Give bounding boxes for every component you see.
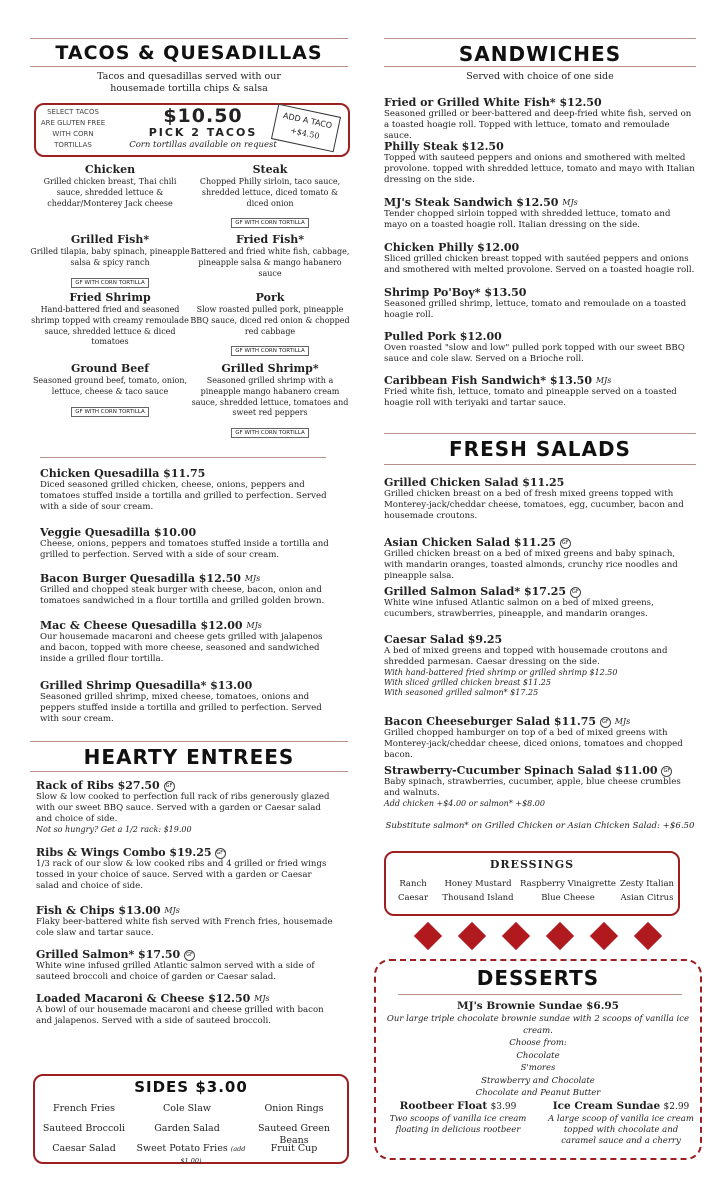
side-item bbox=[34, 1143, 134, 1155]
sandwich-item-title: Caribbean Fish Sandwich* $13.50 bbox=[384, 374, 592, 387]
sandwich-item-title: Pulled Pork $12.00 bbox=[384, 330, 502, 343]
ice-cream-sundae bbox=[548, 1100, 694, 1147]
salad-item-title: Asian Chicken Salad $11.25 bbox=[384, 536, 556, 549]
side-name: French Fries bbox=[52, 1103, 115, 1114]
quesadilla-item-desc: Our housemade macaroni and cheese gets grilled with jalapenos and bacon, topped with more cheese, seasoned and sandwiched inside a grilled flour tortilla. bbox=[40, 632, 323, 664]
side-item bbox=[244, 1143, 344, 1155]
entree-item-note: Not so hungry? Get a 1/2 rack: $19.00 bbox=[36, 825, 192, 834]
salad-item bbox=[384, 585, 696, 620]
quesadilla-item bbox=[40, 572, 334, 607]
quesadilla-item-desc: Cheese, onions, peppers and tomatoes stuffed inside a tortilla and grilled to perfection. Served with a side of sour cream. bbox=[40, 539, 329, 560]
pick-two: PICK 2 TACOS bbox=[148, 126, 258, 139]
sundae-choice: Chocolate and Peanut Butter bbox=[475, 1088, 601, 1098]
side-name: Sauteed Broccoli bbox=[42, 1123, 126, 1134]
salad-item bbox=[384, 715, 696, 761]
salad-item bbox=[384, 764, 696, 809]
quesadilla-item bbox=[40, 467, 334, 513]
salad-item-desc: A bed of mixed greens and topped with housemade croutons and shredded parmesan. Caesar dressing on the side. bbox=[384, 646, 668, 667]
float-name: Rootbeer Float bbox=[399, 1100, 488, 1112]
salad-item-desc: Grilled chopped hamburger on top of a bed of mixed greens with Monterey-jack/cheddar cheese, diced onions, tomatoes and chopped bacon. bbox=[384, 728, 683, 760]
gluten-free-icon: GF bbox=[661, 766, 672, 777]
salad-item-title: Caesar Salad $9.25 bbox=[384, 633, 503, 646]
ice-cream-desc: A large scoop of vanilla ice cream topped with chocolate and caramel sauce and a cherry bbox=[548, 1114, 694, 1146]
entree-item-title: Loaded Macaroni & Cheese $12.50 bbox=[36, 992, 251, 1005]
quesadilla-item-desc: Grilled and chopped steak burger with cheese, bacon, onion and tomatoes sandwiched in a flour tortilla and grilled golden brown. bbox=[40, 585, 325, 606]
dressing-item: Raspberry Vinaigrette bbox=[520, 879, 616, 889]
side-item bbox=[34, 1123, 134, 1135]
entrees-title: HEARTY ENTREES bbox=[83, 745, 295, 769]
ice-cream-price: $2.99 bbox=[663, 1102, 690, 1112]
taco-name: Fried Shrimp bbox=[69, 291, 151, 304]
dressing-item: Asian Citrus bbox=[620, 893, 674, 903]
taco-name: Grilled Fish* bbox=[70, 233, 150, 246]
sundae-choice: Chocolate bbox=[516, 1050, 560, 1061]
mjs-favorite-icon: MJs bbox=[246, 621, 262, 630]
sandwich-item bbox=[384, 374, 696, 409]
gf-corn-badge: GF WITH CORN TORTILLA bbox=[231, 218, 308, 228]
choose-from: Choose from: bbox=[509, 1038, 567, 1048]
gluten-free-icon: GF bbox=[184, 950, 195, 961]
rootbeer-float bbox=[384, 1100, 532, 1136]
taco-item bbox=[30, 163, 190, 209]
taco-item bbox=[30, 233, 190, 288]
sandwich-item-title: Chicken Philly $12.00 bbox=[384, 241, 520, 254]
dressing-item: Ranch bbox=[399, 879, 427, 889]
sides-title: SIDES $3.00 bbox=[134, 1078, 248, 1096]
salad-item bbox=[384, 633, 696, 698]
taco-desc: Grilled tilapia, baby spinach, pineapple salsa & spicy ranch bbox=[30, 247, 190, 267]
taco-name: Ground Beef bbox=[70, 362, 150, 375]
salad-item-title: Bacon Cheeseburger Salad $11.75 bbox=[384, 715, 597, 728]
ice-cream-name: Ice Cream Sundae bbox=[552, 1100, 661, 1112]
diamond-ornament bbox=[502, 922, 530, 950]
taco-desc: Battered and fried white fish, cabbage, pineapple salsa & mango habanero sauce bbox=[190, 247, 350, 278]
entree-item-title: Grilled Salmon* $17.50 bbox=[36, 948, 181, 961]
mjs-favorite-icon: MJs bbox=[614, 717, 631, 726]
sandwich-item bbox=[384, 241, 696, 276]
quesadilla-item-title: Veggie Quesadilla $10.00 bbox=[40, 526, 197, 539]
gluten-free-icon: GF* bbox=[215, 848, 226, 859]
salads-rule-top bbox=[384, 433, 696, 434]
salmon-substitute: Substitute salmon* on Grilled Chicken or Asian Chicken Salad: +$6.50 bbox=[385, 821, 695, 831]
sandwich-item-desc: Oven roasted "slow and low" pulled pork topped with our sweet BBQ sauce and cole slaw. Served on a Brioche roll. bbox=[384, 343, 685, 364]
salad-item-desc: Grilled chicken breast on a bed of mixed greens and baby spinach, with mandarin oranges, toasted almonds, crunchy rice noodles and pineapple salsa. bbox=[384, 549, 678, 581]
diamond-ornament bbox=[458, 922, 486, 950]
sandwich-item-desc: Tender chopped sirloin topped with shredded lettuce, tomato and mayo on a toasted hoagie roll. Italian dressing on the side. bbox=[384, 209, 671, 230]
sandwich-item-desc: Fried white fish, lettuce, tomato and pineapple served on a toasted hoagie roll with teriyaki and tartar sauce. bbox=[384, 387, 677, 408]
side-upcharge: (add $1.00) bbox=[180, 1145, 246, 1165]
side-name: Caesar Salad bbox=[52, 1143, 116, 1154]
sandwich-item-title: MJ's Steak Sandwich $12.50 bbox=[384, 196, 559, 209]
taco-name: Fried Fish* bbox=[235, 233, 305, 246]
float-desc: Two scoops of vanilla ice cream floating in delicious rootbeer bbox=[389, 1114, 527, 1135]
side-name: Garden Salad bbox=[154, 1123, 220, 1134]
sandwich-item bbox=[384, 196, 696, 231]
sandwich-item-desc: Sliced grilled chicken breast topped with sautéed peppers and onions and smothered with melted provolone. Served on a toasted hoagie roll. bbox=[384, 254, 695, 275]
sundae-choice: Strawberry and Chocolate bbox=[481, 1075, 595, 1086]
salad-item-desc: White wine infused Atlantic salmon on a bed of mixed greens, cucumbers, strawberries, pineapple, and mandarin oranges. bbox=[384, 598, 654, 619]
entree-item bbox=[36, 904, 334, 939]
sandwiches-title: SANDWICHES bbox=[458, 42, 622, 66]
quesadilla-item-title: Grilled Shrimp Quesadilla* $13.00 bbox=[40, 679, 253, 692]
entree-item bbox=[36, 992, 334, 1027]
taco-item bbox=[190, 163, 350, 228]
gluten-free-icon: GF bbox=[600, 717, 611, 728]
dressing-item: Zesty Italian bbox=[619, 879, 675, 889]
salad-item-desc: Baby spinach, strawberries, cucumber, apple, blue cheese crumbles and walnuts. bbox=[384, 777, 681, 798]
salad-item-title: Grilled Salmon Salad* $17.25 bbox=[384, 585, 567, 598]
side-item bbox=[137, 1123, 237, 1135]
taco-item bbox=[190, 362, 350, 438]
salad-item-note: With seasoned grilled salmon* $17.25 bbox=[384, 688, 539, 697]
salads-rule-bottom bbox=[384, 464, 696, 465]
salad-item-note: With sliced grilled chicken breast $11.25 bbox=[384, 678, 551, 687]
quesadilla-rule bbox=[40, 457, 326, 458]
mjs-favorite-icon: MJs bbox=[562, 198, 578, 207]
salad-item-title: Strawberry-Cucumber Spinach Salad $11.00 bbox=[384, 764, 658, 777]
entree-item-title: Ribs & Wings Combo $19.25 bbox=[36, 846, 212, 859]
tacos-subtitle-2: housemade tortilla chips & salsa bbox=[110, 83, 268, 94]
desserts-title: DESSERTS bbox=[476, 966, 600, 990]
taco-name: Chicken bbox=[84, 163, 136, 176]
quesadilla-item-title: Mac & Cheese Quesadilla $12.00 bbox=[40, 619, 243, 632]
taco-desc: Grilled chicken breast, Thai chili sauce, shredded lettuce & cheddar/Monterey Jack cheese bbox=[43, 177, 177, 208]
sandwich-item bbox=[384, 286, 696, 321]
dressings-title: DRESSINGS bbox=[489, 858, 575, 871]
desserts-rule bbox=[398, 994, 682, 995]
taco-name: Grilled Shrimp* bbox=[221, 362, 319, 375]
add-taco-badge: ADD A TACO +$4.50 bbox=[271, 104, 341, 153]
dressing-item: Caesar bbox=[397, 893, 429, 903]
sandwich-item-title: Philly Steak $12.50 bbox=[384, 140, 504, 153]
sandwiches-rule bbox=[384, 66, 696, 67]
tacos-title: TACOS & QUESADILLAS bbox=[55, 42, 323, 64]
salad-item-note: Add chicken +$4.00 or salmon* +$8.00 bbox=[384, 799, 545, 808]
sandwich-item-desc: Seasoned grilled or beer-battered and deep-fried white fish, served on a toasted hoagie roll. Topped with lettuce, tomato and remoulade sauce. bbox=[384, 109, 692, 141]
tacos-rule bbox=[30, 66, 348, 67]
taco-desc: Chopped Philly sirloin, taco sauce, shredded lettuce, diced tomato & diced onion bbox=[199, 177, 341, 208]
sandwich-item bbox=[384, 140, 696, 186]
salad-item-desc: Grilled chicken breast on a bed of fresh mixed greens topped with Monterey-jack/cheddar cheese, tomatoes, egg, cucumber, bacon and housemade croutons. bbox=[384, 489, 684, 521]
sandwich-item-desc: Topped with sauteed peppers and onions and smothered with melted provolone. topped with shredded lettuce, tomato and mayo with Italian dressing on the side. bbox=[384, 153, 695, 185]
entree-item-desc: Flaky beer-battered white fish served with French fries, housemade cole slaw and tartar sauce. bbox=[36, 917, 333, 938]
gf-note: SELECT TACOS ARE GLUTEN FREE WITH CORN TORTILLAS bbox=[40, 108, 106, 149]
taco-name: Pork bbox=[255, 291, 285, 304]
entrees-rule-top bbox=[30, 741, 348, 742]
taco-desc: Slow roasted pulled pork, pineapple BBQ sauce, diced red onion & chopped red cabbage bbox=[190, 305, 350, 336]
sandwich-item-title: Shrimp Po'Boy* $13.50 bbox=[384, 286, 527, 299]
taco-item bbox=[190, 291, 350, 356]
taco-desc: Seasoned ground beef, tomato, onion, lettuce, cheese & taco sauce bbox=[32, 376, 188, 396]
side-item bbox=[137, 1103, 237, 1115]
side-name: Sauteed Green Beans bbox=[258, 1123, 330, 1146]
side-name: Fruit Cup bbox=[270, 1143, 318, 1154]
side-name: Onion Rings bbox=[264, 1103, 324, 1114]
side-item bbox=[34, 1103, 134, 1115]
quesadilla-item-desc: Diced seasoned grilled chicken, cheese, onions, peppers and tomatoes stuffed inside a tortilla and grilled to perfection. Served with a side of sour cream. bbox=[40, 480, 327, 512]
entrees-rule-bottom bbox=[30, 771, 348, 772]
mjs-favorite-icon: MJs bbox=[595, 376, 612, 385]
taco-price: $10.50 bbox=[163, 105, 243, 127]
gluten-free-icon: GF bbox=[570, 587, 581, 598]
taco-desc: Hand-battered fried and seasoned shrimp topped with creamy remoulade sauce, shredded lettuce & diced tomatoes bbox=[31, 305, 189, 347]
salad-item bbox=[384, 476, 696, 522]
gf-corn-badge: GF WITH CORN TORTILLA bbox=[231, 428, 308, 438]
quesadilla-item-desc: Seasoned grilled shrimp, mixed cheese, tomatoes, onions and peppers stuffed inside a tortilla and grilled to perfection. Served with sour cream. bbox=[40, 692, 322, 724]
entree-item bbox=[36, 779, 334, 835]
diamond-ornament bbox=[590, 922, 618, 950]
sandwich-item bbox=[384, 330, 696, 365]
brownie-sundae-desc: Our large triple chocolate brownie sundae with 2 scoops of vanilla ice cream. bbox=[386, 1014, 690, 1036]
diamond-ornament bbox=[414, 922, 442, 950]
entree-item-desc: Slow & low cooked to perfection full rack of ribs generously glazed with our sweet BBQ sauce. Served with a garden or Caesar salad and choice of side. bbox=[36, 792, 330, 824]
entree-item-title: Fish & Chips $13.00 bbox=[36, 904, 161, 917]
salad-item bbox=[384, 536, 696, 582]
taco-item bbox=[30, 362, 190, 417]
quesadilla-item-title: Chicken Quesadilla $11.75 bbox=[40, 467, 206, 480]
taco-item bbox=[190, 233, 350, 279]
sandwiches-subtitle: Served with choice of one side bbox=[466, 71, 614, 82]
salad-item-title: Grilled Chicken Salad $11.25 bbox=[384, 476, 565, 489]
quesadilla-item bbox=[40, 619, 334, 665]
salads-title: FRESH SALADS bbox=[449, 437, 631, 461]
taco-desc: Seasoned grilled shrimp with a pineapple mango habanero cream sauce, shredded lettuce, tomatoes and sweet red peppers bbox=[191, 376, 349, 418]
quesadilla-item bbox=[40, 679, 334, 725]
sundae-choice: S'mores bbox=[520, 1063, 556, 1073]
side-item bbox=[244, 1103, 344, 1115]
top-rule-right bbox=[384, 38, 696, 39]
entree-item-title: Rack of Ribs $27.50 bbox=[36, 779, 160, 792]
quesadilla-item bbox=[40, 526, 334, 561]
salad-item-note: With hand-battered fried shrimp or grilled shrimp $12.50 bbox=[384, 668, 618, 677]
top-rule-left bbox=[30, 38, 348, 39]
sandwich-item-desc: Seasoned grilled shrimp, lettuce, tomato and remoulade on a toasted hoagie roll. bbox=[384, 299, 687, 320]
diamond-ornament bbox=[546, 922, 574, 950]
entree-item bbox=[36, 846, 334, 892]
sandwich-item bbox=[384, 96, 696, 142]
entree-item-desc: White wine infused grilled Atlantic salmon served with a side of sauteed broccoli and choice of garden or Caesar salad. bbox=[36, 961, 315, 982]
float-price: $3.99 bbox=[490, 1102, 517, 1112]
entree-item bbox=[36, 948, 334, 983]
tacos-subtitle-1: Tacos and quesadillas served with our bbox=[97, 71, 281, 82]
gf-corn-badge: GF WITH CORN TORTILLA bbox=[71, 278, 148, 288]
mjs-favorite-icon: MJs bbox=[244, 574, 261, 583]
gf-corn-badge: GF WITH CORN TORTILLA bbox=[71, 407, 148, 417]
gluten-free-icon: GF bbox=[164, 781, 175, 792]
brownie-sundae-name: MJ's Brownie Sundae $6.95 bbox=[457, 1000, 619, 1012]
gf-corn-badge: GF WITH CORN TORTILLA bbox=[231, 346, 308, 356]
dressing-item: Blue Cheese bbox=[541, 893, 595, 903]
sandwich-item-title: Fried or Grilled White Fish* $12.50 bbox=[384, 96, 602, 109]
side-item bbox=[129, 1143, 253, 1167]
entree-item-desc: A bowl of our housemade macaroni and cheese grilled with bacon and jalapenos. Served with a side of sauteed broccoli. bbox=[36, 1005, 324, 1026]
brownie-sundae bbox=[374, 1000, 702, 1100]
taco-name: Steak bbox=[252, 163, 288, 176]
taco-item bbox=[30, 291, 190, 348]
mjs-favorite-icon: MJs bbox=[164, 906, 180, 915]
dressing-item: Honey Mustard bbox=[444, 879, 512, 889]
mjs-favorite-icon: MJs bbox=[254, 994, 270, 1003]
side-name: Sweet Potato Fries bbox=[136, 1143, 228, 1154]
side-name: Cole Slaw bbox=[162, 1103, 211, 1114]
dressing-item: Thousand Island bbox=[442, 893, 514, 903]
gluten-free-icon: GF bbox=[560, 538, 571, 549]
quesadilla-item-title: Bacon Burger Quesadilla $12.50 bbox=[40, 572, 241, 585]
corn-note: Corn tortillas available on request bbox=[129, 140, 277, 150]
diamond-ornament bbox=[634, 922, 662, 950]
entree-item-desc: 1/3 rack of our slow & low cooked ribs and 4 grilled or fried wings tossed in your choice of sauce. Served with a garden or Caesar salad and choice of side. bbox=[36, 859, 327, 891]
